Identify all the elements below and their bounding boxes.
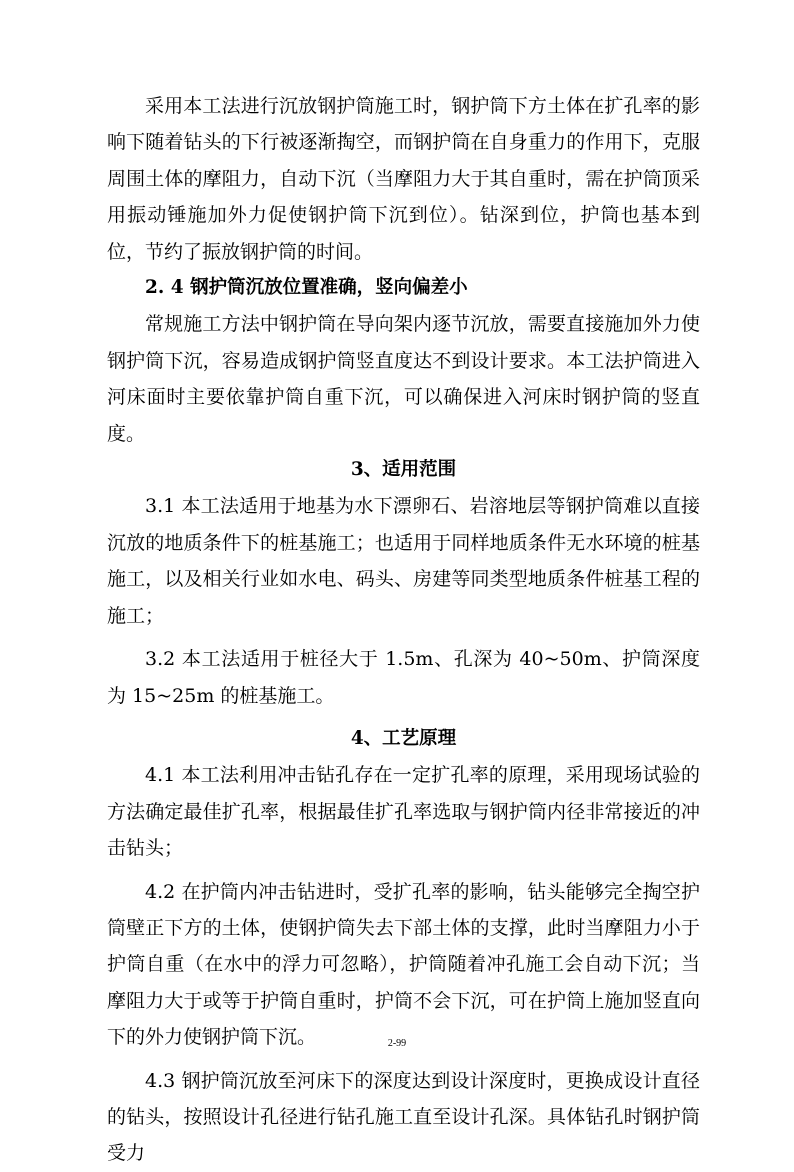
paragraph-4-1: 4.1 本工法利用冲击钻孔存在一定扩孔率的原理，采用现场试验的方法确定最佳扩孔率，根据最佳扩孔率选取与钢护筒内径非常接近的冲击钻头； xyxy=(107,764,700,860)
document-body xyxy=(107,88,700,1172)
paragraph-2-4: 常规施工方法中钢护筒在导向架内逐节沉放，需要直接施加外力使钢护筒下沉，容易造成钢护筒竖直度达不到设计要求。本工法护筒进入河床面时主要依靠护筒自重下沉，可以确保进入河床时钢护筒的竖直度。 xyxy=(107,313,700,445)
paragraph-intro: 采用本工法进行沉放钢护筒施工时，钢护筒下方土体在扩孔率的影响下随着钻头的下行被逐渐掏空，而钢护筒在自身重力的作用下，克服周围土体的摩阻力，自动下沉（当摩阻力大于其自重时，需在护筒顶采用振动锤施加外力促使钢护筒下沉到位）。钻深到位，护筒也基本到位，节约了振放钢护筒的时间。 xyxy=(107,95,700,263)
section-heading-4: 4、工艺原理 xyxy=(350,727,457,749)
paragraph-3-2: 3.2 本工法适用于桩径大于 1.5m、孔深为 40~50m、护筒深度为 15~25m 的桩基施工。 xyxy=(107,648,700,707)
paragraph-4-3: 4.3 钢护筒沉放至河床下的深度达到设计深度时，更换成设计直径的钻头，按照设计孔径进行钻孔施工直至设计孔深。具体钻孔时钢护筒受力 xyxy=(107,1069,700,1165)
section-heading-3: 3、适用范围 xyxy=(350,459,457,481)
paragraph-4-2: 4.2 在护筒内冲击钻进时，受扩孔率的影响，钻头能够完全掏空护筒壁正下方的土体，使钢护筒失去下部土体的支撑，此时当摩阻力小于护筒自重（在水中的浮力可忽略），护筒随着冲孔施工会自动下沉；当摩阻力大于或等于护筒自重时，护筒不会下沉，可在护筒上施加竖直向下的外力使钢护筒下沉。 xyxy=(107,880,700,1049)
section-heading-2-4: 2. 4 钢护筒沉放位置准确，竖向偏差小 xyxy=(145,277,468,299)
paragraph-3-1: 3.1 本工法适用于地基为水下漂卵石、岩溶地层等钢护筒难以直接沉放的地质条件下的桩基施工；也适用于同样地质条件无水环境的桩基施工，以及相关行业如水电、码头、房建等同类型地质条件桩基工程的施工； xyxy=(107,495,700,627)
page-number: 2-99 xyxy=(387,1038,407,1049)
